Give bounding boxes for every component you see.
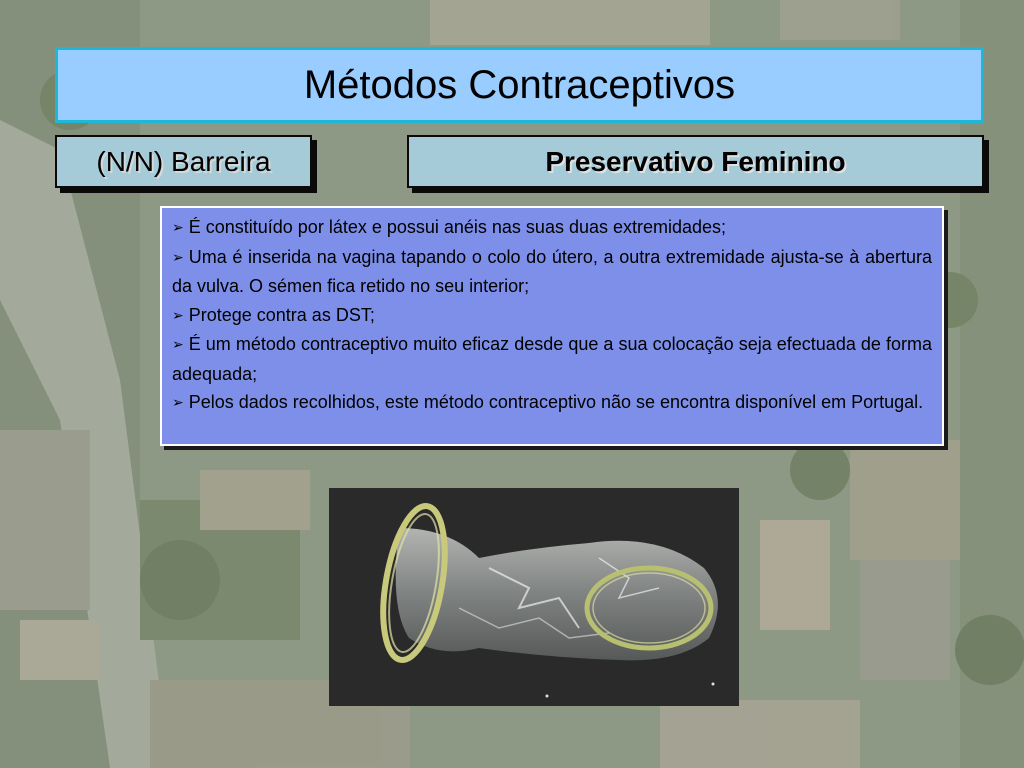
bullet-arrow-icon: ➢ [172, 306, 184, 323]
bullet-arrow-icon: ➢ [172, 394, 184, 410]
bullet-item: ➢ É constituído por látex e possui anéis nas suas duas extremidades; [172, 217, 727, 237]
bullet-arrow-icon: ➢ [172, 336, 184, 352]
bullet-list [172, 213, 932, 418]
bullet-arrow-icon: ➢ [172, 248, 184, 265]
bullet-list-box [160, 206, 944, 446]
title-banner [55, 47, 984, 123]
category-label: (N/N) Barreira [96, 145, 271, 177]
bullet-item: ➢ Uma é inserida na vagina tapando o colo do útero, a outra extremidade ajusta-se à abertura da vulva. O sémen fica retido no seu interior; [172, 246, 932, 296]
bullet-arrow-icon: ➢ [172, 219, 184, 235]
bullet-item: ➢ Protege contra as DST; [172, 304, 375, 325]
slide-subtitle: Preservativo Feminino [545, 145, 846, 177]
subtitle-box [407, 135, 984, 188]
bullet-item: ➢ Pelos dados recolhidos, este método contraceptivo não se encontra disponível em Portugal. [172, 392, 924, 412]
category-label-box [55, 135, 312, 188]
female-condom-photo [329, 488, 739, 706]
slide-title: Métodos Contraceptivos [303, 62, 736, 107]
bullet-item: ➢ É um método contraceptivo muito eficaz desde que a sua colocação seja efectuada de forma adequada; [172, 334, 932, 384]
